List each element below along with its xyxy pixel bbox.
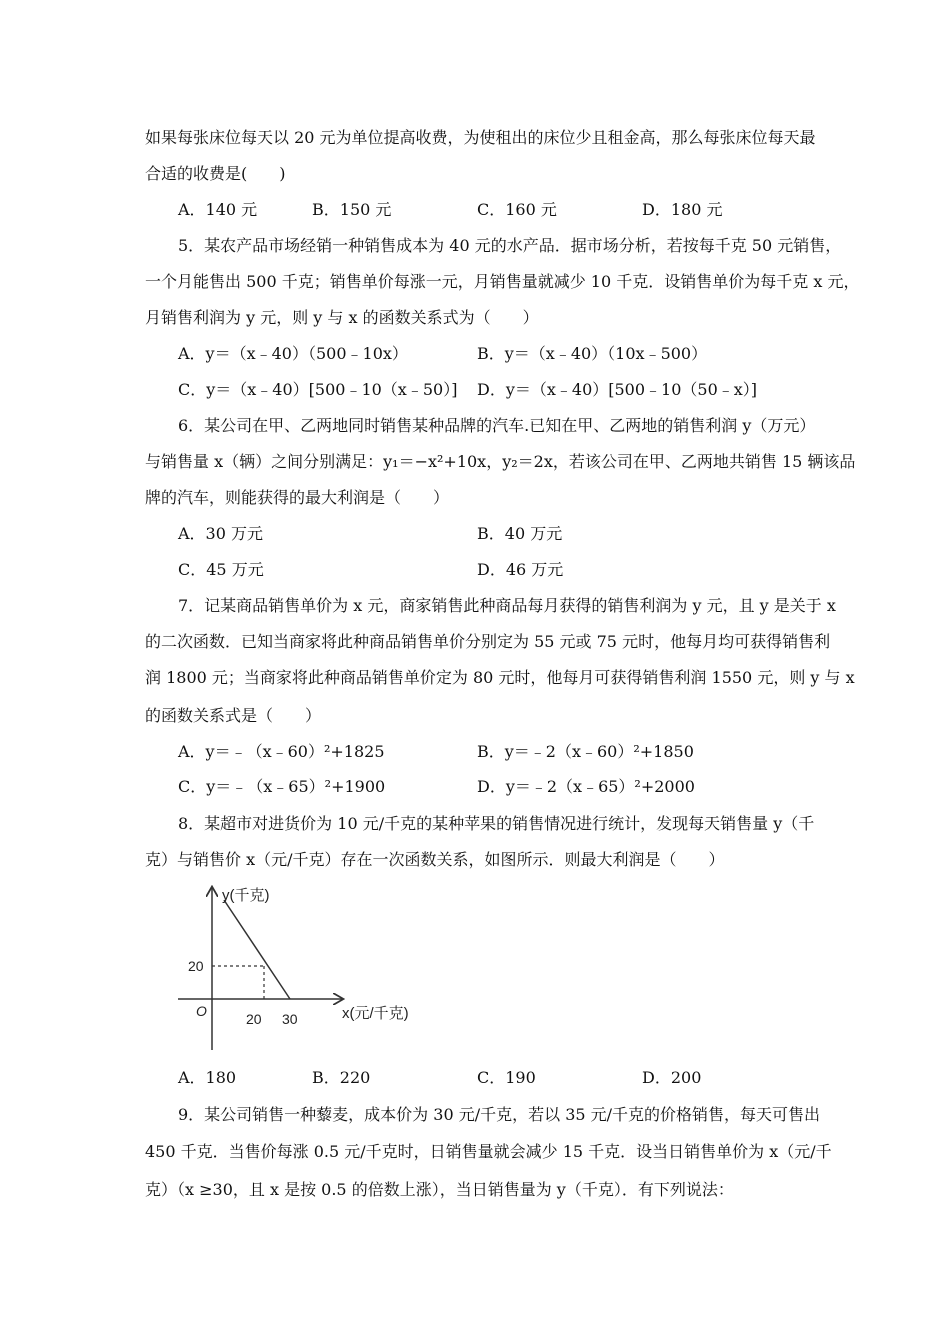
q8-text-line1: 8．某超市对进货价为 10 元/千克的某种苹果的销售情况进行统计，发现每天销售量 y（千 xyxy=(178,814,815,833)
q5-option-c[interactable]: C．y＝（x﹣40）[500﹣10（x﹣50）] xyxy=(178,380,458,399)
q9-text-line2: 450 千克．当售价每涨 0.5 元/千克时，日销售量就会减少 15 千克．设当日销售单价为 x（元/千 xyxy=(145,1142,832,1161)
q4-option-b[interactable]: B．150 元 xyxy=(312,200,392,219)
q8-text-line2: 克）与销售价 x（元/千克）存在一次函数关系，如图所示．则最大利润是（ ） xyxy=(145,850,725,869)
q4-option-a[interactable]: A．140 元 xyxy=(178,200,258,219)
q5-text-line2: 一个月能售出 500 千克；销售单价每涨一元，月销售量就减少 10 千克．设销售单价为每千克 x 元， xyxy=(145,272,860,291)
q8-option-d[interactable]: D．200 xyxy=(642,1068,702,1087)
x-tick-label-20: 20 xyxy=(246,1011,262,1027)
q5-text-line1: 5．某农产品市场经销一种销售成本为 40 元的水产品．据市场分析，若按每千克 50 元销售， xyxy=(178,236,842,255)
q4-text-line2: 合适的收费是( ) xyxy=(145,164,286,183)
q6-text-line1: 6．某公司在甲、乙两地同时销售某种品牌的汽车.已知在甲、乙两地的销售利润 y（万元） xyxy=(178,416,816,435)
q7-option-b[interactable]: B．y＝﹣2（x﹣60）²+1850 xyxy=(477,742,694,761)
q7-option-a[interactable]: A．y＝﹣（x﹣60）²+1825 xyxy=(178,742,385,761)
q9-text-line3: 克）（x ≥30，且 x 是按 0.5 的倍数上涨），当日销售量为 y（千克）．有下列说法： xyxy=(145,1180,734,1199)
y-tick-label: 20 xyxy=(188,958,204,974)
q8-option-c[interactable]: C．190 xyxy=(477,1068,536,1087)
q4-text-line1: 如果每张床位每天以 20 元为单位提高收费，为使租出的床位少且租金高，那么每张床位每天最 xyxy=(145,128,816,147)
q7-option-c[interactable]: C．y＝﹣（x﹣65）²+1900 xyxy=(178,777,386,796)
q7-text-line3: 润 1800 元；当商家将此种商品销售单价定为 80 元时，他每月可获得销售利润 1550 元，则 y 与 x xyxy=(145,668,855,687)
q6-option-c[interactable]: C．45 万元 xyxy=(178,560,264,579)
origin-label: O xyxy=(196,1003,207,1019)
q6-option-a[interactable]: A．30 万元 xyxy=(178,524,264,543)
q5-option-d[interactable]: D．y＝（x﹣40）[500﹣10（50﹣x）] xyxy=(477,380,758,399)
q4-option-d[interactable]: D．180 元 xyxy=(642,200,723,219)
q4-option-c[interactable]: C．160 元 xyxy=(477,200,557,219)
q8-option-b[interactable]: B．220 xyxy=(312,1068,371,1087)
q7-text-line2: 的二次函数．已知当商家将此种商品销售单价分别定为 55 元或 75 元时，他每月均可获得销售利 xyxy=(145,632,831,651)
q6-option-d[interactable]: D．46 万元 xyxy=(477,560,564,579)
q9-text-line1: 9．某公司销售一种藜麦，成本价为 30 元/千克，若以 35 元/千克的价格销售，每天可售出 xyxy=(178,1105,821,1124)
q6-text-line2: 与销售量 x（辆）之间分别满足：y₁＝−x²+10x，y₂＝2x，若该公司在甲、乙两地共销售 15 辆该品 xyxy=(145,452,856,471)
q5-text-line3: 月销售利润为 y 元，则 y 与 x 的函数关系式为（ ） xyxy=(145,308,539,327)
q7-text-line1: 7．记某商品销售单价为 x 元，商家销售此种商品每月获得的销售利润为 y 元，且 y 是关于 x xyxy=(178,596,836,615)
q6-option-b[interactable]: B．40 万元 xyxy=(477,524,563,543)
q7-text-line4: 的函数关系式是（ ） xyxy=(145,706,322,725)
x-axis-label: x(元/千克) xyxy=(342,1005,409,1022)
q6-text-line3: 牌的汽车，则能获得的最大利润是（ ） xyxy=(145,488,450,507)
y-axis-label: y(千克) xyxy=(222,887,270,904)
q5-option-a[interactable]: A．y＝（x﹣40）（500﹣10x） xyxy=(178,344,408,363)
q8-graph xyxy=(170,880,450,1055)
q5-option-b[interactable]: B．y＝（x﹣40）（10x﹣500） xyxy=(477,344,708,363)
x-tick-label-30: 30 xyxy=(282,1011,298,1027)
q8-option-a[interactable]: A．180 xyxy=(178,1068,237,1087)
q7-option-d[interactable]: D．y＝﹣2（x﹣65）²+2000 xyxy=(477,777,695,796)
sales-line xyxy=(224,900,290,999)
